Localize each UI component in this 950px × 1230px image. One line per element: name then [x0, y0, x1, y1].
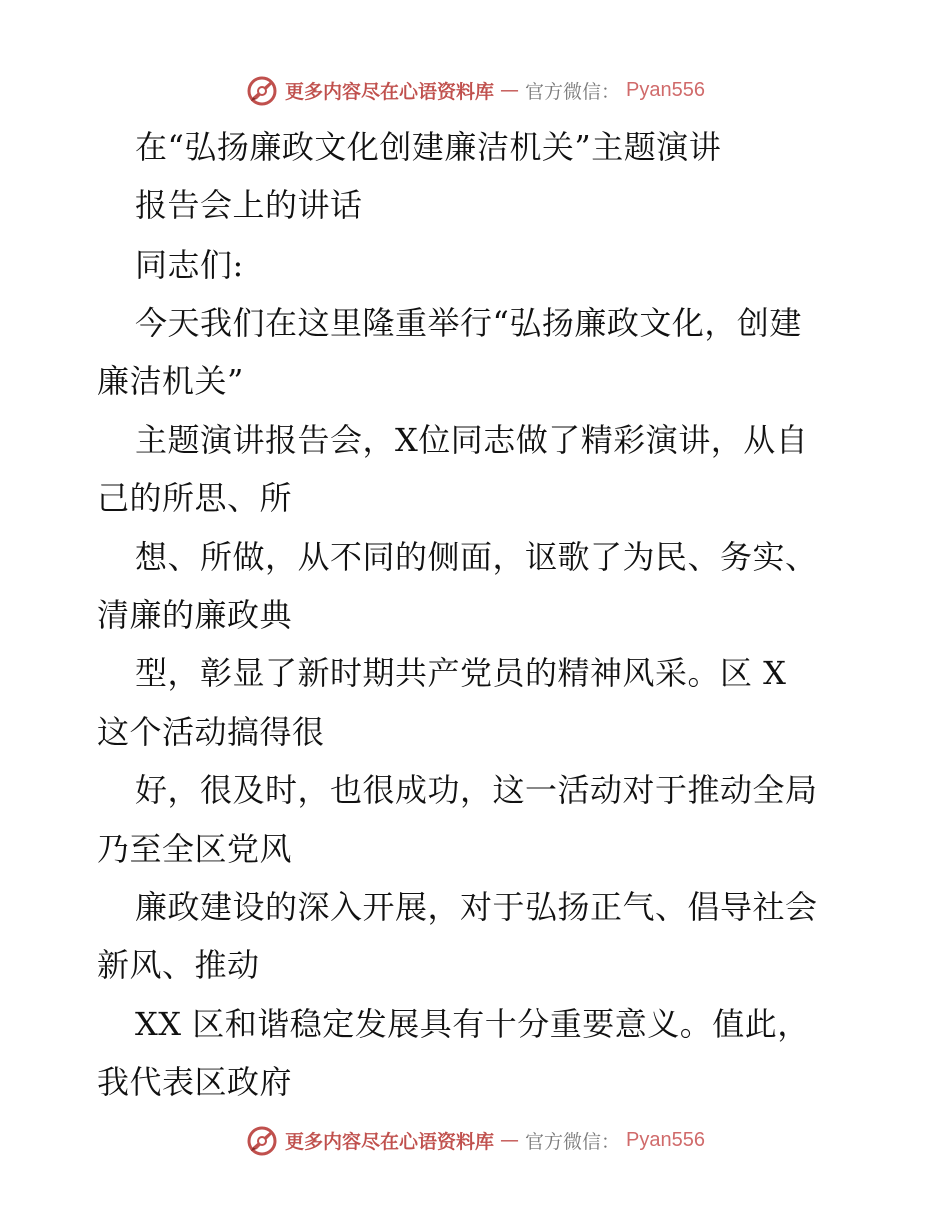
text-line: 清廉的廉政典 [97, 596, 293, 634]
watermark-separator: — [500, 79, 520, 101]
watermark-wechat-id: Pyan556 [626, 78, 705, 101]
text-line: 己的所思、所 [97, 479, 293, 517]
text-line: 廉洁机关” [97, 362, 244, 400]
watermark-label: 官方微信： [525, 80, 621, 103]
text-line: 新风、推动 [97, 946, 260, 984]
salutation: 同志们: [135, 246, 244, 284]
book-quill-logo-icon [245, 73, 279, 107]
text-line: 乃至全区党风 [97, 830, 293, 868]
watermark-label: 官方微信： [525, 1130, 621, 1153]
text-line: XX 区和谐稳定发展具有十分重要意义。值此， [135, 1005, 810, 1043]
title-line-2: 报告会上的讲话 [135, 186, 363, 224]
title-line-1: 在“弘扬廉政文化创建廉洁机关”主题演讲 [135, 128, 722, 166]
text-line: 今天我们在这里隆重举行“弘扬廉政文化，创建 [135, 304, 802, 342]
watermark-brand: 更多内容尽在心语资料库 [285, 1130, 495, 1153]
text-line: 想、所做，从不同的侧面，讴歌了为民、务实、 [135, 538, 818, 576]
text-line: 型，彰显了新时期共产党员的精神风采。区 X [135, 654, 787, 692]
text-line: 这个活动搞得很 [97, 713, 325, 751]
text-line: 我代表区政府 [97, 1063, 293, 1101]
watermark-separator: — [500, 1129, 520, 1151]
header-watermark [0, 70, 950, 110]
footer-watermark [0, 1120, 950, 1160]
text-line: 好，很及时，也很成功，这一活动对于推动全局 [135, 771, 818, 809]
text-line: 廉政建设的深入开展，对于弘扬正气、倡导社会 [135, 888, 818, 926]
book-quill-logo-icon [245, 1123, 279, 1157]
watermark-brand: 更多内容尽在心语资料库 [285, 80, 495, 103]
text-line: 主题演讲报告会，X位同志做了精彩演讲，从自 [135, 421, 809, 459]
watermark-wechat-id: Pyan556 [626, 1128, 705, 1151]
